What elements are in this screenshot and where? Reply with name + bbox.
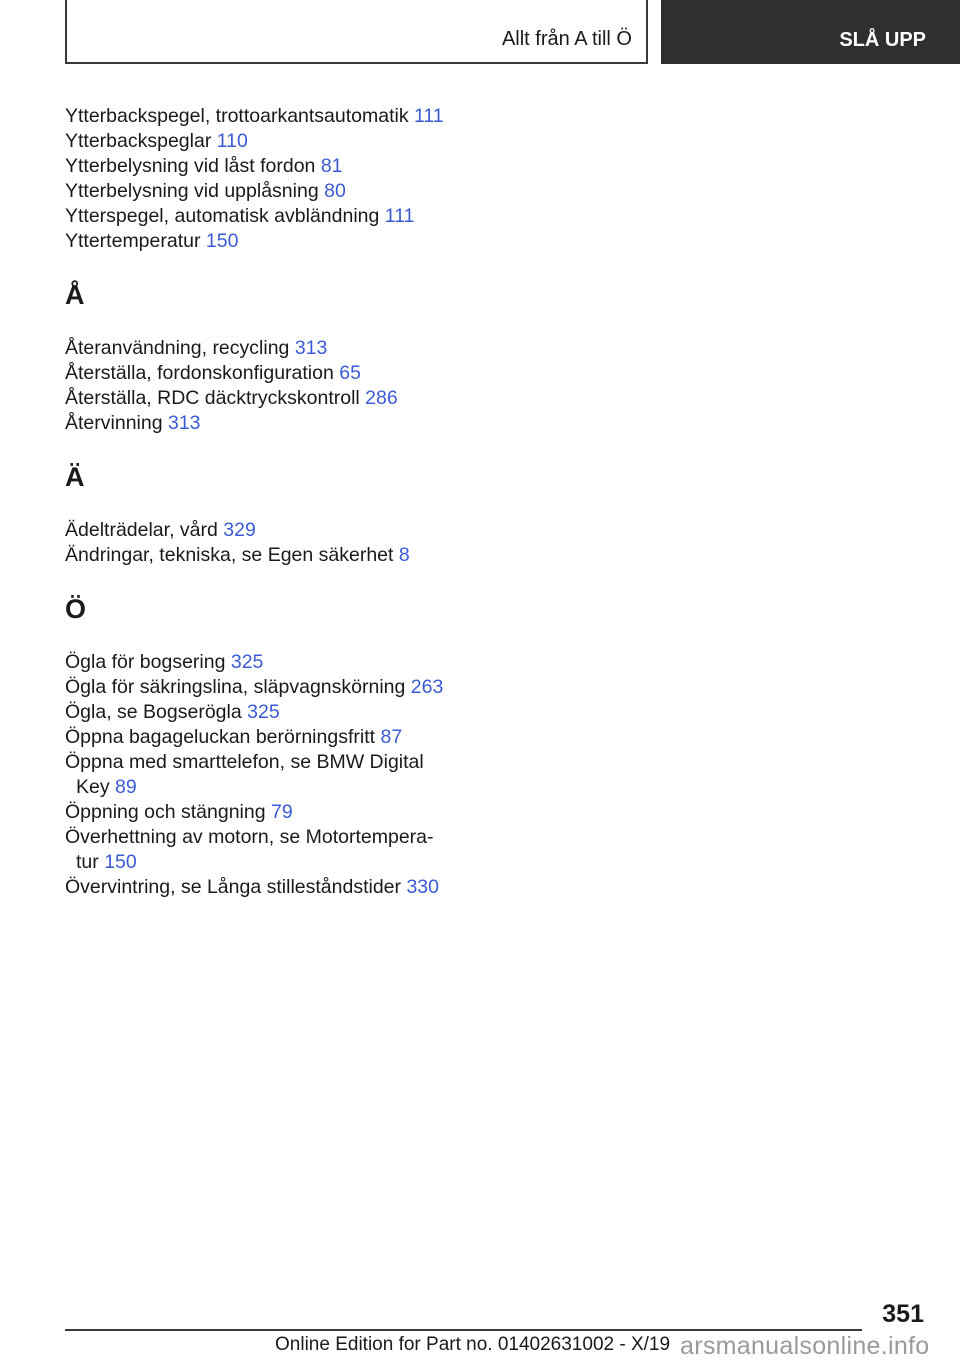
index-page-link[interactable]: 150 (205, 230, 239, 252)
index-entry-continuation-text: Key (76, 776, 110, 798)
header-section-title: Allt från A till Ö (501, 28, 632, 50)
index-entry-text: Yttertemperatur (65, 230, 201, 252)
index-entry (65, 336, 485, 361)
index-entry (65, 750, 485, 800)
index-entry (65, 675, 485, 700)
index-entry-text: Ytterbackspeglar (65, 130, 212, 152)
watermark-text: arsmanualsonline.info (680, 1332, 930, 1360)
header-section-box (65, 0, 648, 64)
index-letter-heading: Ö (65, 594, 87, 624)
page-number: 351 (882, 1300, 924, 1328)
index-page-link[interactable]: 111 (414, 105, 444, 127)
index-entry (65, 825, 485, 875)
index-entry-text: Ändringar, tekniska, se Egen säkerhet (65, 544, 394, 566)
index-entry-text: Återställa, RDC däcktryckskontroll (65, 387, 360, 409)
header-section-tab-label: SLÅ UPP (839, 29, 926, 51)
index-page-link[interactable]: 87 (380, 726, 403, 748)
index-entry (65, 129, 485, 154)
index-entry-text: Öppning och stängning (65, 801, 266, 823)
index-entry-text: Ytterbackspegel, trottoarkantsautomatik (65, 105, 409, 127)
index-entry (65, 875, 485, 900)
index-entry-text: Återanvändning, recycling (65, 337, 290, 359)
index-page-link[interactable]: 65 (339, 362, 361, 384)
index-entry-text: Ädelträdelar, vård (65, 519, 218, 541)
index-entry (65, 204, 485, 229)
index-entry (65, 229, 485, 254)
index-entry (65, 386, 485, 411)
index-entry-text: Ytterspegel, automatisk avbländning (65, 205, 380, 227)
index-page-link[interactable]: 329 (223, 519, 256, 541)
footer-divider (65, 1329, 862, 1331)
index-entry (65, 104, 485, 129)
index-entry-continuation (65, 776, 137, 798)
index-page-link[interactable]: 313 (294, 337, 328, 359)
index-page-link[interactable]: 111 (384, 205, 415, 227)
index-entry-text: Återställa, fordonskonfiguration (65, 362, 334, 384)
index-entry-text: Återvinning (65, 412, 163, 434)
index-entry (65, 543, 485, 568)
index-letter-heading: Å (65, 280, 85, 310)
index-entry-continuation (65, 851, 137, 873)
index-page-link[interactable]: 150 (104, 851, 137, 873)
index-page-link[interactable]: 286 (365, 387, 398, 409)
index-entry-text: Ytterbelysning vid upplåsning (65, 180, 319, 202)
index-page-link[interactable]: 79 (271, 801, 293, 823)
index-entry (65, 800, 485, 825)
header-section-tab[interactable] (661, 0, 960, 64)
index-page-link[interactable]: 110 (216, 130, 248, 152)
index-entry-text: Överhettning av motorn, se Motortempera- (65, 826, 434, 848)
index-entry-text: Ytterbelysning vid låst fordon (65, 155, 316, 177)
index-entry (65, 650, 485, 675)
index-letter-heading: Ä (65, 462, 85, 492)
index-entry (65, 154, 485, 179)
index-page-link[interactable]: 313 (167, 412, 201, 434)
index-page-link[interactable]: 89 (115, 776, 137, 798)
index-entry (65, 700, 485, 725)
index-entry (65, 411, 485, 436)
index-entry-text: Öppna bagageluckan berörningsfritt (65, 726, 376, 748)
index-page-link[interactable]: 8 (398, 544, 410, 566)
index-entry (65, 179, 485, 204)
index-page-link[interactable]: 80 (324, 180, 346, 202)
index-page-link[interactable]: 330 (406, 876, 439, 898)
index-entry-text: Ögla, se Bogserögla (65, 701, 242, 723)
index-entry (65, 725, 485, 750)
index-entry-text: Övervintring, se Långa stilleståndstider (65, 876, 402, 898)
index-entry-text: Ögla för säkringslina, släpvagnskörning (65, 676, 406, 698)
index-entry-text: Ögla för bogsering (65, 651, 226, 673)
index-entry (65, 361, 485, 386)
index-list (65, 104, 485, 900)
index-entry-continuation-text: tur (76, 851, 99, 873)
footer-edition-text: Online Edition for Part no. 01402631002 - X/19 (275, 1334, 671, 1355)
index-page-link[interactable]: 81 (320, 155, 343, 177)
index-entry (65, 518, 485, 543)
index-entry-text: Öppna med smarttelefon, se BMW Digital (65, 751, 424, 773)
index-page-link[interactable]: 263 (410, 676, 444, 698)
index-page-link[interactable]: 325 (247, 701, 280, 723)
index-page-link[interactable]: 325 (230, 651, 264, 673)
